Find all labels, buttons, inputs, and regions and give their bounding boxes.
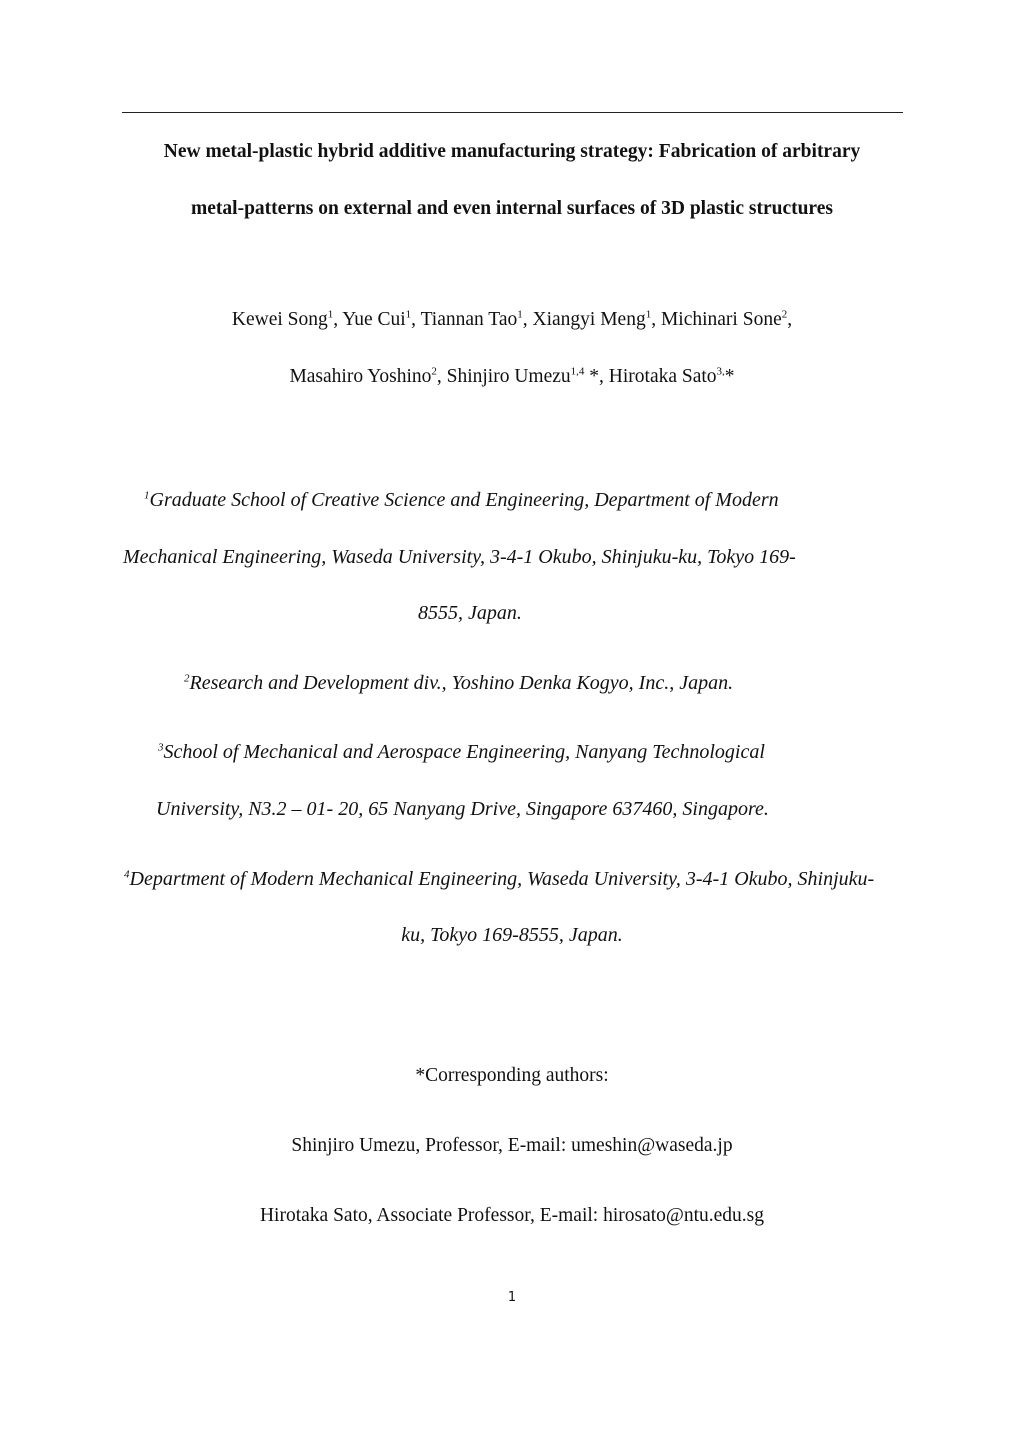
affiliation-sup: 1: [144, 489, 150, 502]
author-affiliation-sup: 2: [431, 365, 437, 378]
author-separator: ,: [411, 309, 421, 330]
affiliation-text: School of Mechanical and Aerospace Engineering, Nanyang Technological: [163, 741, 765, 763]
affiliation-1-line-2: Mechanical Engineering, Waseda University, 3-4-1 Okubo, Shinjuku-ku, Tokyo 169-: [123, 546, 796, 568]
author-separator: ,: [787, 309, 793, 330]
author-name: Yue Cui: [342, 309, 406, 330]
author-separator: ,: [436, 366, 447, 387]
author-affiliation-sup: 1: [405, 308, 412, 321]
affiliation-2-line-1: [184, 672, 733, 695]
header-rule: [122, 112, 903, 113]
paper-title-line-2: metal-patterns on external and even internal surfaces of 3D plastic structures: [191, 198, 833, 219]
author-separator: ,: [333, 309, 343, 330]
affiliation-text: Graduate School of Creative Science and Engineering, Department of Modern: [149, 489, 779, 511]
affiliation-4-line-2: ku, Tokyo 169-8555, Japan.: [401, 924, 623, 946]
author-name: Shinjiro Umezu: [446, 366, 571, 387]
author-name: Hirotaka Sato: [608, 366, 717, 387]
author-list-line-2: [0, 366, 1024, 388]
paper-title-line-1: New metal-plastic hybrid additive manufacturing strategy: Fabrication of arbitrary: [163, 141, 861, 162]
author-name: Masahiro Yoshino: [289, 366, 432, 387]
author-affiliation-sup: 1: [517, 308, 523, 321]
affiliation-3-line-1: [158, 741, 765, 764]
affiliation-3-line-2: University, N3.2 – 01- 20, 65 Nanyang Drive, Singapore 637460, Singapore.: [156, 798, 769, 820]
affiliation-1-line-1: [144, 489, 779, 512]
author-name: Tiannan Tao: [420, 309, 518, 330]
author-affiliation-sup: 3,: [716, 365, 725, 378]
author-list-line-1: [0, 309, 1024, 331]
affiliation-text: Research and Development div., Yoshino Denka Kogyo, Inc., Japan.: [189, 672, 734, 694]
affiliation-4-line-1: [124, 868, 874, 891]
author-separator: *: [724, 366, 735, 387]
author-affiliation-sup: 1,4: [570, 365, 585, 378]
corresponding-contact-2: Hirotaka Sato, Associate Professor, E-mail: hirosato@ntu.edu.sg: [259, 1205, 765, 1226]
author-name: Xiangyi Meng: [532, 309, 646, 330]
author-name: Michinari Sone: [660, 309, 782, 330]
author-affiliation-sup: 1: [327, 308, 334, 321]
author-separator: *,: [584, 366, 609, 387]
corresponding-heading: *Corresponding authors:: [415, 1065, 609, 1086]
page-number: 1: [507, 1290, 517, 1305]
affiliation-1-line-3: 8555, Japan.: [418, 602, 522, 624]
affiliation-text: Department of Modern Mechanical Engineering, Waseda University, 3-4-1 Okubo, Shinjuku-: [129, 868, 875, 890]
author-separator: ,: [522, 309, 533, 330]
author-affiliation-sup: 2: [781, 308, 788, 321]
author-separator: ,: [651, 309, 661, 330]
corresponding-contact-1: Shinjiro Umezu, Professor, E-mail: umeshin@waseda.jp: [291, 1135, 733, 1156]
author-name: Kewei Song: [231, 309, 328, 330]
affiliation-sup: 3: [158, 741, 164, 754]
affiliation-sup: 2: [184, 672, 190, 685]
affiliation-sup: 4: [124, 868, 130, 881]
author-affiliation-sup: 1: [645, 308, 652, 321]
